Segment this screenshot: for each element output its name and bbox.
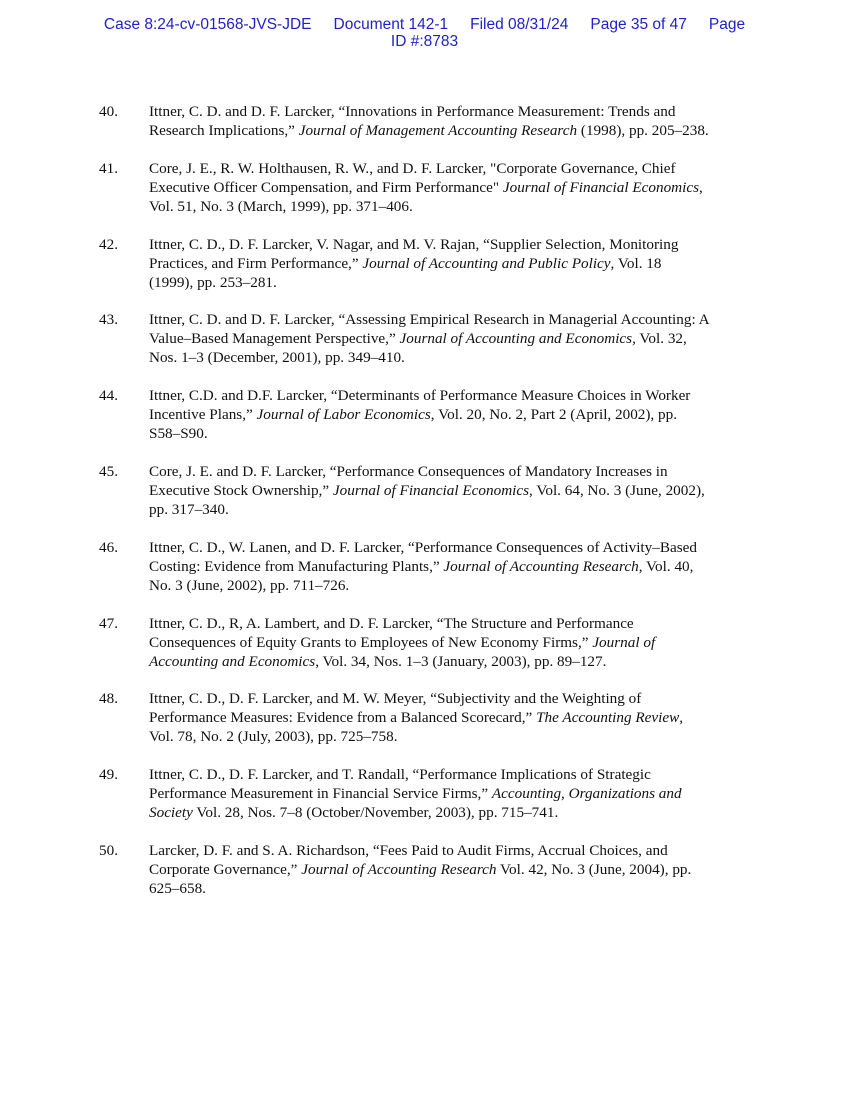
reference-details: , Vol. 51, No. 3 (March, 1999), pp. 371–406. — [149, 178, 703, 215]
reference-number: 48. — [99, 690, 118, 708]
reference-details: , Vol. 34, Nos. 1–3 (January, 2003), pp. 89–127. — [315, 652, 607, 670]
case-header-line-1 — [0, 16, 849, 33]
reference-citation: Larcker, D. F. and S. A. Richardson, “Fees Paid to Audit Firms, Accrual Choices, and Corporate Governance,” — [149, 841, 668, 878]
reference-number: 43. — [99, 311, 118, 329]
journal-title: Journal of Accounting and Public Policy — [362, 254, 611, 272]
journal-title: Journal of Labor Economics — [256, 406, 431, 424]
reference-citation: Ittner, C.D. and D.F. Larcker, “Determinants of Performance Measure Choices in Worker Incentive Plans,” — [149, 387, 691, 424]
journal-title: The Accounting Review — [536, 709, 680, 727]
reference-citation: Ittner, C. D. and D. F. Larcker, “Innovations in Performance Measurement: Trends and Research Implications,” — [149, 103, 676, 139]
reference-item — [99, 765, 709, 822]
reference-text — [149, 765, 709, 822]
reference-number: 47. — [99, 614, 118, 632]
page-id-label: Page — [708, 16, 746, 33]
case-number: Case 8:24-cv-01568-JVS-JDE — [103, 16, 312, 33]
reference-number: 41. — [99, 159, 118, 177]
reference-item — [99, 159, 709, 216]
filed-date: Filed 08/31/24 — [470, 16, 569, 33]
reference-item — [99, 538, 709, 595]
page-id: ID #:8783 — [390, 33, 459, 50]
reference-item — [99, 102, 709, 140]
reference-text — [149, 102, 709, 140]
reference-details: , Vol. 18 (1999), pp. 253–281. — [149, 254, 662, 291]
journal-title: Journal of Financial Economics — [502, 178, 699, 196]
reference-item — [99, 614, 709, 671]
reference-text — [149, 689, 709, 746]
reference-number: 46. — [99, 538, 118, 556]
reference-item — [99, 689, 709, 746]
journal-title: Journal of Accounting and Economics — [149, 633, 656, 670]
reference-details: , Vol. 78, No. 2 (July, 2003), pp. 725–758. — [149, 709, 684, 746]
reference-details: Vol. 28, Nos. 7–8 (October/November, 2003), pp. 715–741. — [192, 804, 559, 822]
reference-citation: Ittner, C. D., D. F. Larcker, and T. Randall, “Performance Implications of Strategic Performance Measurement in Financial Service Firms,” — [149, 766, 651, 803]
document-number: Document 142-1 — [333, 16, 449, 33]
reference-text — [149, 386, 709, 443]
reference-citation: Ittner, C. D., D. F. Larcker, and M. W. Meyer, “Subjectivity and the Weighting of Performance Measures: Evidence from a Balanced Scorecard,” — [149, 690, 642, 727]
reference-citation: Ittner, C. D., R, A. Lambert, and D. F. Larcker, “The Structure and Performance Consequences of Equity Grants to Employees of New Economy Firms,” — [149, 614, 634, 651]
reference-citation: Core, J. E. and D. F. Larcker, “Performance Consequences of Mandatory Increases in Executive Stock Ownership,” — [149, 462, 668, 499]
reference-text — [149, 841, 709, 898]
reference-citation: Ittner, C. D., W. Lanen, and D. F. Larcker, “Performance Consequences of Activity–Based Costing: Evidence from Manufacturing Plants,” — [149, 538, 697, 575]
reference-details: Vol. 42, No. 3 (June, 2004), pp. 625–658. — [149, 860, 692, 897]
reference-item — [99, 841, 709, 898]
journal-title: Journal of Management Accounting Research — [298, 122, 578, 139]
journal-title: Journal of Accounting Research — [443, 557, 639, 575]
reference-citation: Ittner, C. D. and D. F. Larcker, “Assessing Empirical Research in Managerial Accounting: A Value–Based Management Perspective,” — [149, 311, 709, 348]
reference-details: , Vol. 20, No. 2, Part 2 (April, 2002), pp. S58–S90. — [149, 406, 678, 443]
reference-number: 49. — [99, 766, 118, 784]
reference-citation: Core, J. E., R. W. Holthausen, R. W., and D. F. Larcker, "Corporate Governance, Chief Executive Officer Compensation, and Firm Performance" — [149, 159, 676, 196]
reference-number: 40. — [99, 103, 118, 120]
reference-text — [149, 159, 709, 216]
reference-number: 45. — [99, 462, 118, 480]
reference-item — [99, 386, 709, 443]
reference-number: 44. — [99, 387, 118, 405]
reference-details: , Vol. 64, No. 3 (June, 2002), pp. 317–340. — [149, 481, 705, 518]
reference-number: 50. — [99, 841, 118, 859]
page-count: Page 35 of 47 — [590, 16, 687, 33]
reference-text — [149, 235, 709, 292]
reference-text — [149, 462, 709, 519]
journal-title: Journal of Financial Economics — [332, 481, 530, 499]
journal-title: Accounting, Organizations and Society — [149, 785, 682, 822]
reference-details: , Vol. 40, No. 3 (June, 2002), pp. 711–726. — [149, 557, 694, 594]
reference-citation: Ittner, C. D., D. F. Larcker, V. Nagar, and M. V. Rajan, “Supplier Selection, Monitoring Practices, and Firm Performance,” — [149, 235, 679, 272]
reference-list — [99, 102, 709, 917]
reference-item — [99, 462, 709, 519]
journal-title: Journal of Accounting Research — [301, 860, 497, 878]
reference-text — [149, 310, 709, 367]
reference-item — [99, 235, 709, 292]
journal-title: Journal of Accounting and Economics, — [399, 330, 636, 348]
reference-details: Vol. 32, Nos. 1–3 (December, 2001), pp. 349–410. — [149, 330, 687, 367]
reference-text — [149, 614, 709, 671]
reference-number: 42. — [99, 235, 118, 253]
case-header — [0, 16, 849, 50]
reference-details: (1998), pp. 205–238. — [577, 122, 709, 139]
case-header-line-2 — [0, 33, 849, 50]
reference-text — [149, 538, 709, 595]
reference-item — [99, 310, 709, 367]
